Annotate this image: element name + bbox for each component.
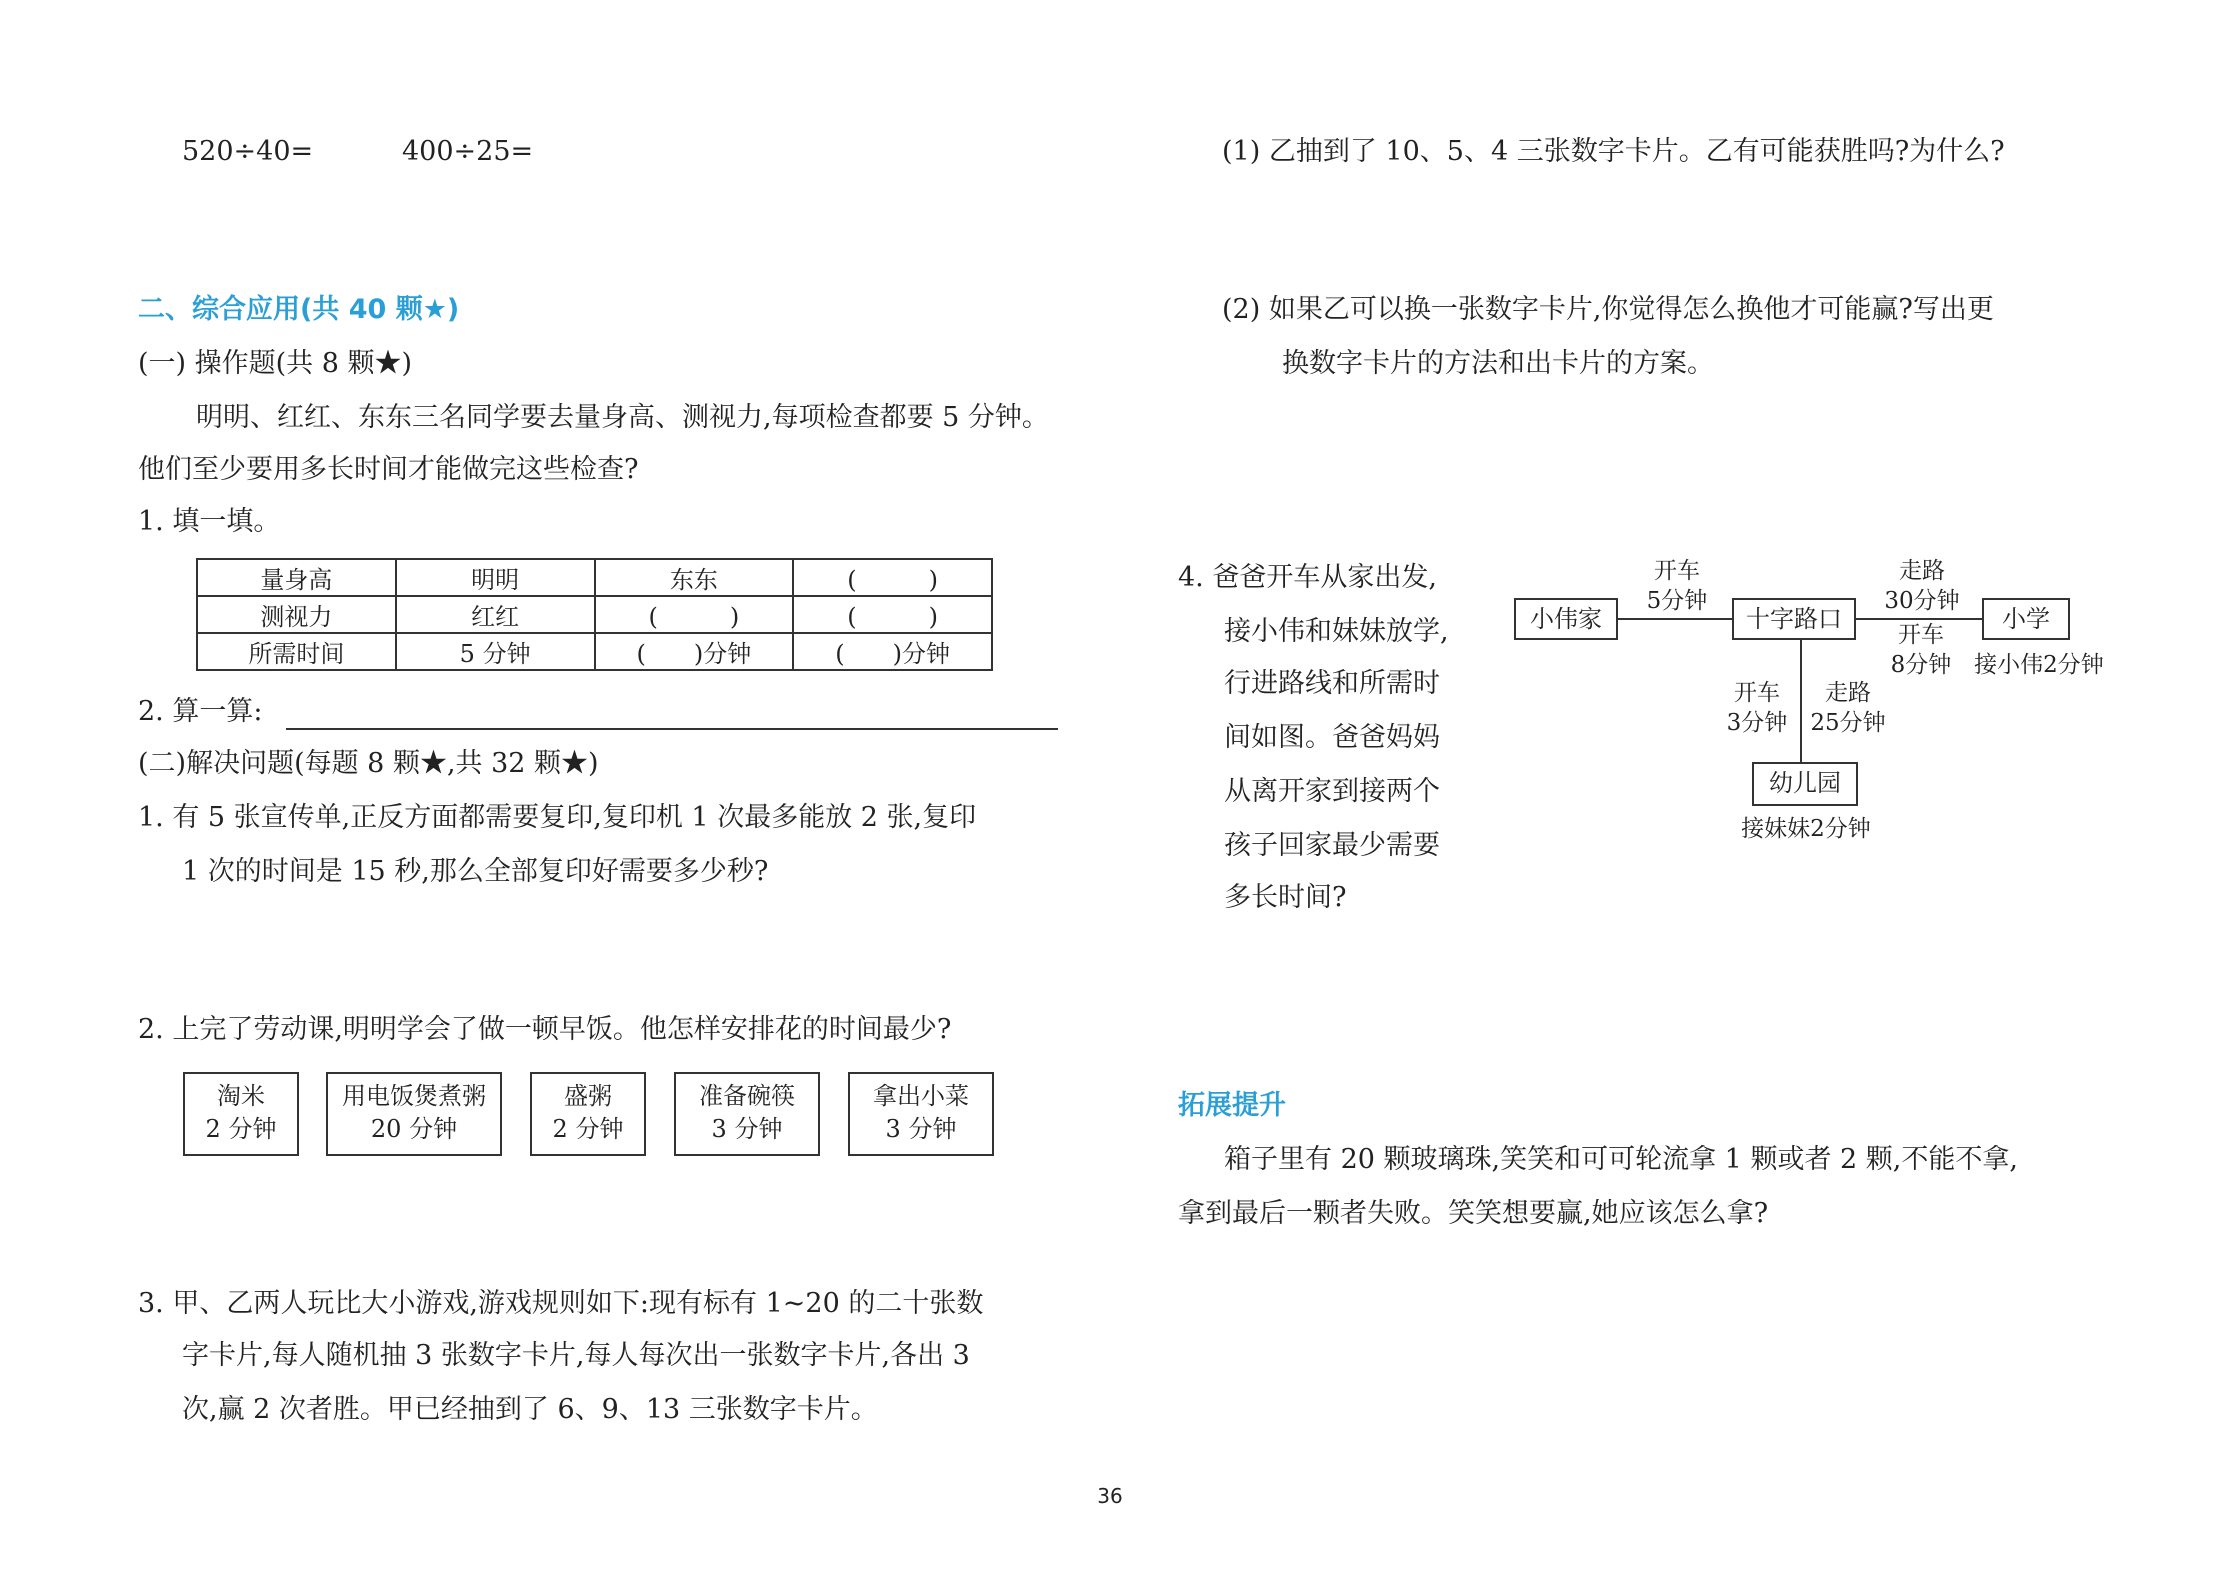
label-text: 5分钟 xyxy=(1646,588,1708,614)
p3-line-2: 字卡片,每人随机抽 3 张数字卡片,每人每次出一张数字卡片,各出 3 xyxy=(182,1340,970,1371)
label-text: 开车 xyxy=(1898,622,1944,648)
step-box xyxy=(326,1072,502,1156)
intro-line-1: 明明、红红、东东三名同学要去量身高、测视力,每项检查都要 5 分钟。 xyxy=(196,402,1049,433)
extension-title: 拓展提升 xyxy=(1178,1090,1286,1121)
step-time: 3 分钟 xyxy=(885,1115,957,1143)
table-row xyxy=(197,633,992,670)
step-time: 2 分钟 xyxy=(552,1115,624,1143)
sub2-title: (二)解决问题(每题 8 颗★,共 32 颗★) xyxy=(138,748,599,779)
label-walk-school xyxy=(1882,556,1962,616)
fill-table xyxy=(196,558,993,671)
label-text: 3分钟 xyxy=(1726,710,1788,736)
table-cell: 红红 xyxy=(396,596,595,633)
section2-title: 二、综合应用(共 40 颗★) xyxy=(138,294,460,325)
p3-line-3: 次,赢 2 次者胜。甲已经抽到了 6、9、13 三张数字卡片。 xyxy=(182,1394,878,1425)
node-kindergarten: 幼儿园 xyxy=(1752,762,1858,806)
step-box xyxy=(674,1072,820,1156)
table-cell: 量身高 xyxy=(197,559,396,596)
table-cell: 明明 xyxy=(396,559,595,596)
step-time: 3 分钟 xyxy=(711,1115,783,1143)
step-time: 2 分钟 xyxy=(205,1115,277,1143)
p4-line-7: 多长时间? xyxy=(1224,882,1347,913)
label-text: 走路 xyxy=(1825,680,1871,706)
p2-text: 2. 上完了劳动课,明明学会了做一顿早饭。他怎样安排花的时间最少? xyxy=(138,1014,952,1045)
table-cell[interactable]: ( ) xyxy=(793,596,992,633)
label-text: 开车 xyxy=(1734,680,1780,706)
p4-line-3: 行进路线和所需时 xyxy=(1224,668,1440,699)
p4-line-4: 间如图。爸爸妈妈 xyxy=(1224,722,1440,753)
r1-text: (1) 乙抽到了 10、5、4 三张数字卡片。乙有可能获胜吗?为什么? xyxy=(1222,136,2005,167)
step-box xyxy=(530,1072,646,1156)
label-drive-kinder xyxy=(1724,678,1790,738)
step-box xyxy=(183,1072,299,1156)
r2-line-2: 换数字卡片的方法和出卡片的方案。 xyxy=(1282,348,1714,379)
step-name: 淘米 xyxy=(217,1082,265,1110)
p4-line-5: 从离开家到接两个 xyxy=(1224,776,1440,807)
label-text: 8分钟 xyxy=(1890,652,1952,678)
intro-line-2: 他们至少要用多长时间才能做完这些检查? xyxy=(138,454,639,485)
table-cell[interactable]: ( ) xyxy=(793,559,992,596)
label-text: 25分钟 xyxy=(1810,710,1886,736)
r2-line-1: (2) 如果乙可以换一张数字卡片,你觉得怎么换他才可能赢?写出更 xyxy=(1222,294,1994,325)
table-cell: 所需时间 xyxy=(197,633,396,670)
route-line xyxy=(1800,638,1802,762)
step-time: 20 分钟 xyxy=(370,1115,458,1143)
ext-line-2: 拿到最后一颗者失败。笑笑想要赢,她应该怎么拿? xyxy=(1178,1198,1769,1229)
answer-line[interactable] xyxy=(286,728,1058,730)
table-row xyxy=(197,596,992,633)
page-number: 36 xyxy=(1097,1484,1123,1508)
p4-line-2: 接小伟和妹妹放学, xyxy=(1224,616,1449,647)
calc-1: 520÷40= xyxy=(182,136,314,167)
sub1-title: (一) 操作题(共 8 颗★) xyxy=(138,348,413,379)
table-cell: 东东 xyxy=(595,559,794,596)
p4-line-1: 4. 爸爸开车从家出发, xyxy=(1178,562,1437,593)
p1-line-2: 1 次的时间是 15 秒,那么全部复印好需要多少秒? xyxy=(182,856,769,887)
p4-line-6: 孩子回家最少需要 xyxy=(1224,830,1440,861)
table-cell[interactable]: ( )分钟 xyxy=(595,633,794,670)
p3-line-1: 3. 甲、乙两人玩比大小游戏,游戏规则如下:现有标有 1~20 的二十张数 xyxy=(138,1288,984,1319)
node-crossroad: 十字路口 xyxy=(1732,598,1856,640)
step-name: 盛粥 xyxy=(564,1082,612,1110)
step-name: 拿出小菜 xyxy=(873,1082,969,1110)
label-walk-kinder xyxy=(1808,678,1888,738)
ext-line-1: 箱子里有 20 颗玻璃珠,笑笑和可可轮流拿 1 颗或者 2 颗,不能不拿, xyxy=(1224,1144,2018,1175)
p1-line-1: 1. 有 5 张宣传单,正反方面都需要复印,复印机 1 次最多能放 2 张,复印 xyxy=(138,802,977,833)
label-text: 走路 xyxy=(1899,558,1945,584)
table-cell[interactable]: ( ) xyxy=(595,596,794,633)
calc-2: 400÷25= xyxy=(402,136,534,167)
table-cell: 测视力 xyxy=(197,596,396,633)
node-school: 小学 xyxy=(1982,598,2070,640)
label-pick-sister: 接妹妹2分钟 xyxy=(1741,816,1871,842)
table-row xyxy=(197,559,992,596)
table-cell[interactable]: ( )分钟 xyxy=(793,633,992,670)
label-pick-brother: 接小伟2分钟 xyxy=(1974,652,2104,678)
label-drive-home xyxy=(1644,556,1710,616)
step-name: 准备碗筷 xyxy=(699,1082,795,1110)
label-text: 开车 xyxy=(1654,558,1700,584)
label-text: 30分钟 xyxy=(1884,588,1960,614)
q1-label: 1. 填一填。 xyxy=(138,506,281,537)
label-drive-school xyxy=(1886,620,1956,680)
route-line xyxy=(1618,618,1732,620)
table-cell: 5 分钟 xyxy=(396,633,595,670)
step-name: 用电饭煲煮粥 xyxy=(342,1082,486,1110)
step-box xyxy=(848,1072,994,1156)
q2-label: 2. 算一算: xyxy=(138,696,263,727)
node-home: 小伟家 xyxy=(1514,598,1618,640)
